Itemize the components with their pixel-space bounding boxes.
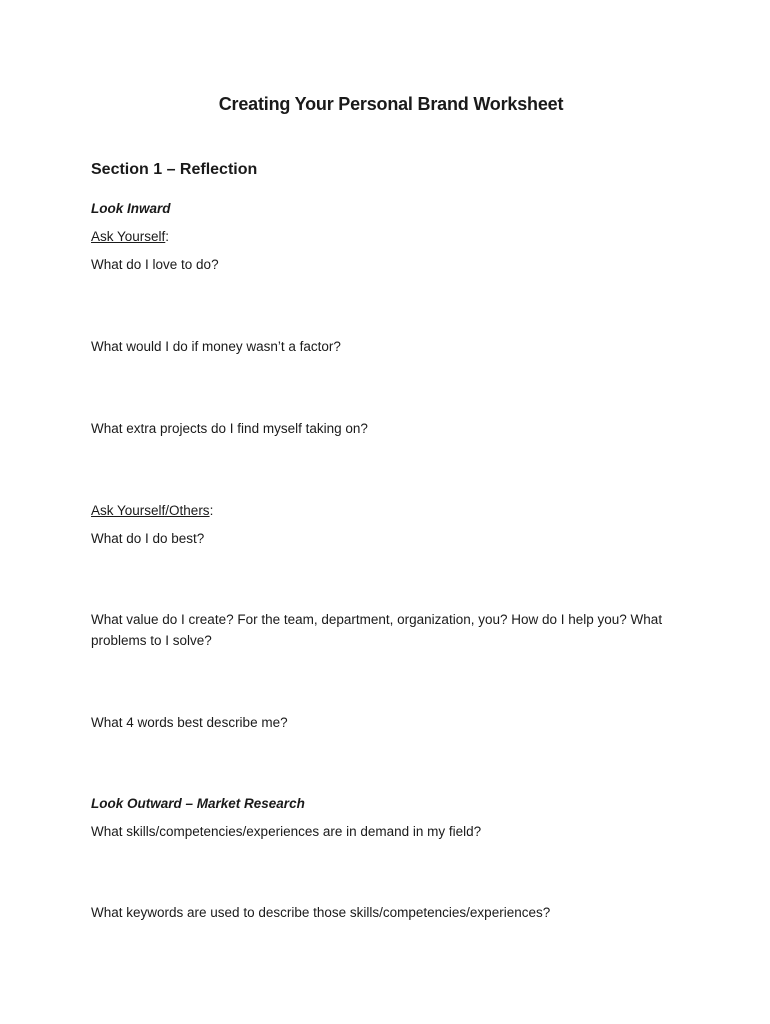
ask-yourself-colon: :	[165, 229, 170, 244]
question-keywords: What keywords are used to describe those skills/competencies/experiences?	[91, 905, 551, 920]
question-value: What value do I create? For the team, department, organization, you? How do I help you? What problems to I solve?	[91, 612, 663, 648]
question-best: What do I do best?	[91, 531, 205, 546]
question-words: What 4 words best describe me?	[91, 715, 288, 730]
ask-yourself-label: Ask Yourself	[91, 229, 166, 244]
look-outward-heading: Look Outward – Market Research	[91, 796, 305, 811]
question-money: What would I do if money wasn’t a factor?	[91, 339, 341, 354]
page-title: Creating Your Personal Brand Worksheet	[218, 94, 564, 114]
ask-others-colon: :	[209, 503, 214, 518]
question-love: What do I love to do?	[91, 257, 219, 272]
ask-others-label: Ask Yourself/Others	[91, 503, 210, 518]
question-skills: What skills/competencies/experiences are in demand in my field?	[91, 824, 482, 839]
question-projects: What extra projects do I find myself taking on?	[91, 421, 368, 436]
look-inward-heading: Look Inward	[91, 201, 171, 216]
ask-yourself-label-line	[91, 229, 169, 244]
ask-others-label-line	[91, 503, 213, 518]
section-heading: Section 1 – Reflection	[91, 161, 258, 178]
